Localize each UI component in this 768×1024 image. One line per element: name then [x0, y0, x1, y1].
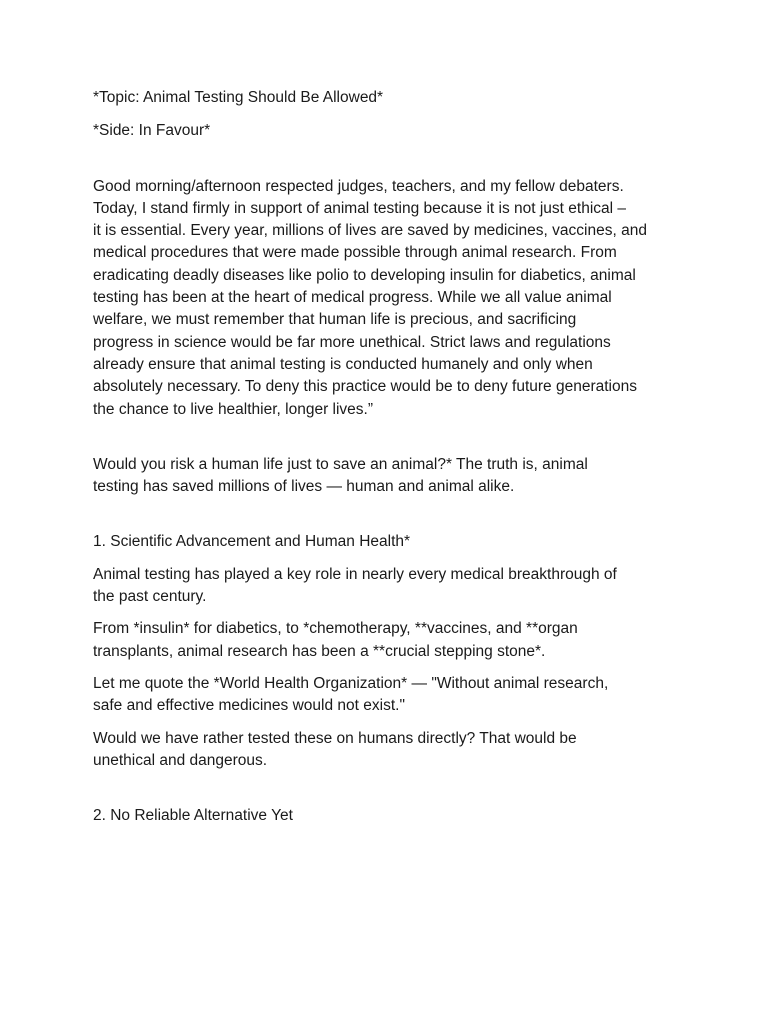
topic-line: *Topic: Animal Testing Should Be Allowed* — [93, 89, 384, 106]
question-paragraph: Would you risk a human life just to save an animal?* The truth is, animal testing has saved millions of lives — human and animal alike. — [93, 455, 588, 496]
intro-paragraph: Good morning/afternoon respected judges, teachers, and my fellow debaters. Today, I stand firmly in support of animal testing because it is not just ethical – it is essential. Every year, millions of lives are saved by medicines, vaccines, and medical procedures that were made possible through animal research. From eradicating deadly diseases like polio to developing insulin for diabetics, animal testing has been at the heart of medical progress. While we all value animal welfare, we must remember that human life is precious, and sacrificing progress in science would be far more unethical. Strict laws and regulations already ensure that animal testing is conducted humanely and only when absolutely necessary. To deny this practice would be to deny future generations the chance to live healthier, longer lives.” — [93, 177, 647, 418]
section-1-paragraph-1: Animal testing has played a key role in nearly every medical breakthrough of the past century. — [93, 565, 617, 606]
section-1-paragraph-3: Let me quote the *World Health Organization* — "Without animal research, safe and effective medicines would not exist." — [93, 674, 609, 715]
section-2-heading: 2. No Reliable Alternative Yet — [93, 807, 293, 825]
document-body — [93, 87, 693, 827]
section-1-paragraph-2: From *insulin* for diabetics, to *chemotherapy, **vaccines, and **organ transplants, animal research has been a **crucial stepping stone*. — [93, 620, 578, 660]
section-1-paragraph-4: Would we have rather tested these on humans directly? That would be unethical and dangerous. — [93, 729, 577, 769]
side-line: *Side: In Favour* — [93, 122, 211, 140]
section-1-heading: 1. Scientific Advancement and Human Health* — [93, 533, 411, 551]
